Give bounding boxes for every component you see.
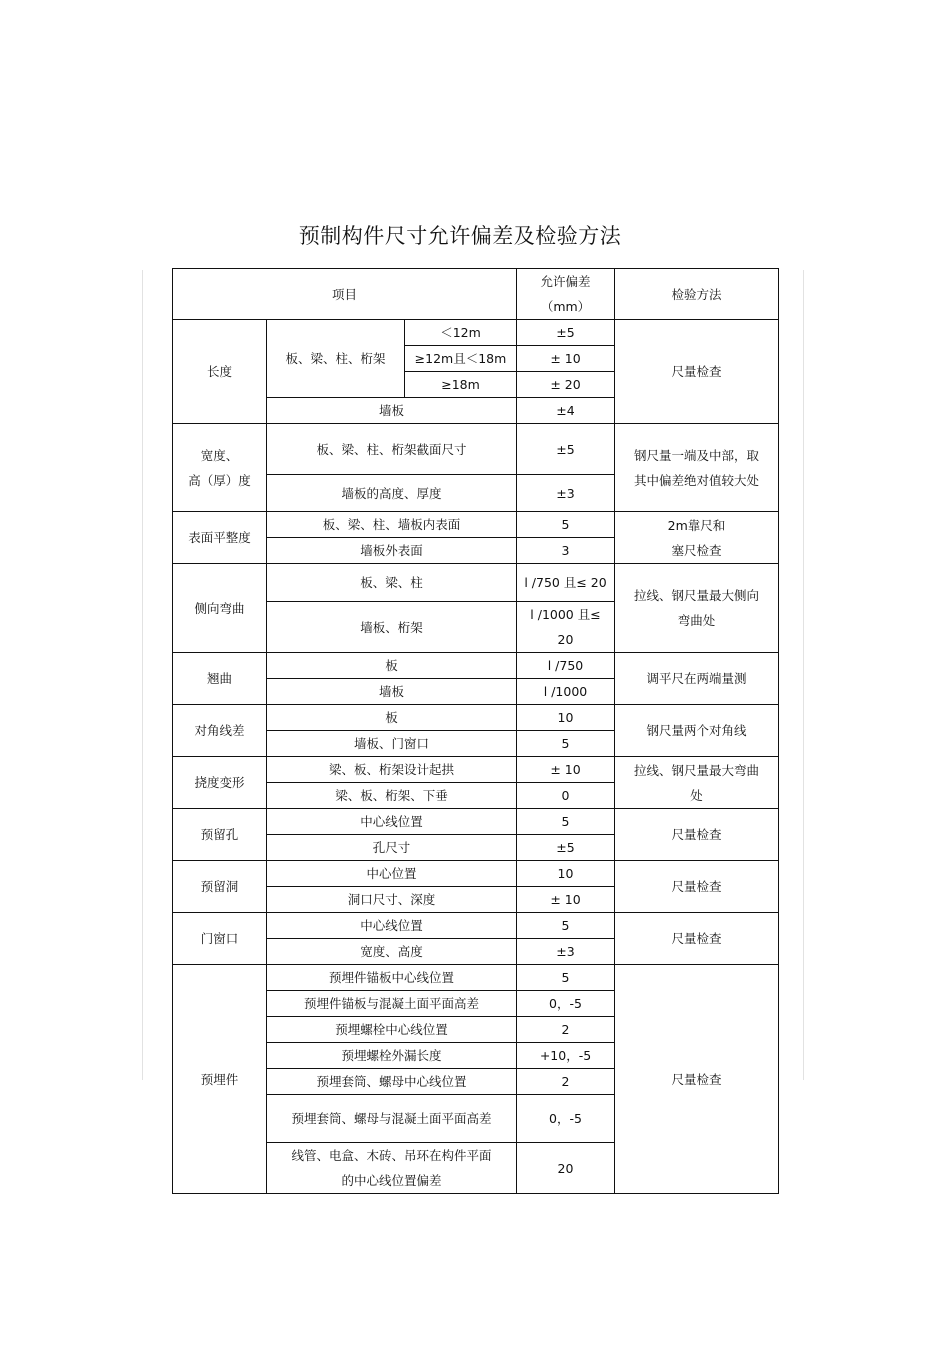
- header-method: 检验方法: [615, 269, 779, 320]
- bend-tol-1: l /750 且≤ 20: [517, 564, 615, 602]
- cat-lateral-bend: 侧向弯曲: [173, 564, 267, 653]
- header-tolerance: [517, 269, 615, 320]
- opening-tol-1: 10: [517, 861, 615, 887]
- opening-tol-2: ± 10: [517, 887, 615, 913]
- page-title: 预制构件尺寸允许偏差及检验方法: [298, 224, 622, 248]
- length-subject: 板、梁、柱、桁架: [267, 320, 405, 398]
- bend-tol-2: [517, 602, 615, 653]
- deflect-method: [615, 757, 779, 809]
- length-tol-2: ± 10: [517, 346, 615, 372]
- embed-tol-6: 0，-5: [517, 1095, 615, 1143]
- hole-method: 尺量检查: [615, 809, 779, 861]
- door-tol-1: 5: [517, 913, 615, 939]
- warp-method: 调平尺在两端量测: [615, 653, 779, 705]
- embed-item-7-line2: 的中心线位置偏差: [341, 1173, 442, 1188]
- length-method: 尺量检查: [615, 320, 779, 424]
- flat-method: [615, 512, 779, 564]
- left-margin-line: [142, 270, 143, 1080]
- bend-tol-2-line2: 20: [557, 632, 574, 647]
- length-tol-1: ±5: [517, 320, 615, 346]
- opening-method: 尺量检查: [615, 861, 779, 913]
- cat-reserved-hole: 预留孔: [173, 809, 267, 861]
- flat-method-line2: 塞尺检查: [671, 542, 722, 558]
- embed-item-7-line1: 线管、电盒、木砖、吊环在构件平面: [291, 1148, 492, 1163]
- width-item-1: 板、梁、柱、桁架截面尺寸: [267, 424, 517, 475]
- opening-item-2: 洞口尺寸、深度: [267, 887, 517, 913]
- hole-tol-1: 5: [517, 809, 615, 835]
- header-item: 项目: [173, 269, 517, 320]
- embed-tol-1: 5: [517, 965, 615, 991]
- width-item-2: 墙板的高度、厚度: [267, 475, 517, 512]
- bend-method-line2: 弯曲处: [677, 613, 716, 628]
- width-method: [615, 424, 779, 512]
- embed-item-4: 预埋螺栓外漏长度: [267, 1043, 517, 1069]
- embed-item-6: 预埋套筒、螺母与混凝土面平面高差: [267, 1095, 517, 1143]
- width-tol-1: ±5: [517, 424, 615, 475]
- deflect-item-2: 梁、板、桁架、下垂: [267, 783, 517, 809]
- cat-deflection: 挠度变形: [173, 757, 267, 809]
- warp-tol-2: l /1000: [517, 679, 615, 705]
- width-method-line2: 其中偏差绝对值较大处: [633, 472, 759, 488]
- cat-length: 长度: [173, 320, 267, 424]
- width-method-line1: 钢尺量一端及中部，取: [633, 447, 759, 463]
- length-tol-3: ± 20: [517, 372, 615, 398]
- embed-tol-2: 0，-5: [517, 991, 615, 1017]
- embed-item-7: [267, 1143, 517, 1194]
- hole-tol-2: ±5: [517, 835, 615, 861]
- length-range-1: ＜12m: [405, 320, 517, 346]
- width-tol-2: ±3: [517, 475, 615, 512]
- deflect-method-line1: 拉线、钢尺量最大弯曲: [633, 762, 759, 778]
- length-wall-item: 墙板: [267, 398, 517, 424]
- diag-tol-2: 5: [517, 731, 615, 757]
- flat-item-2: 墙板外表面: [267, 538, 517, 564]
- embed-tol-7: 20: [517, 1143, 615, 1194]
- right-margin-line: [803, 270, 804, 1080]
- bend-item-2: 墙板、桁架: [267, 602, 517, 653]
- embed-item-2: 预埋件锚板与混凝土面平面高差: [267, 991, 517, 1017]
- cat-door-window: 门窗口: [173, 913, 267, 965]
- flat-tol-2: 3: [517, 538, 615, 564]
- length-range-3: ≥18m: [405, 372, 517, 398]
- cat-width-line1: 宽度、: [200, 447, 239, 463]
- hole-item-1: 中心线位置: [267, 809, 517, 835]
- embed-item-1: 预埋件锚板中心线位置: [267, 965, 517, 991]
- diag-tol-1: 10: [517, 705, 615, 731]
- warp-tol-1: l /750: [517, 653, 615, 679]
- bend-item-1: 板、梁、柱: [267, 564, 517, 602]
- flat-tol-1: 5: [517, 512, 615, 538]
- length-range-2: ≥12m且＜18m: [405, 346, 517, 372]
- header-tolerance-unit: （mm）: [540, 299, 591, 314]
- door-tol-2: ±3: [517, 939, 615, 965]
- bend-method: [615, 564, 779, 653]
- embed-item-3: 预埋螺栓中心线位置: [267, 1017, 517, 1043]
- warp-item-1: 板: [267, 653, 517, 679]
- hole-item-2: 孔尺寸: [267, 835, 517, 861]
- cat-embedded-parts: 预埋件: [173, 965, 267, 1194]
- embed-tol-4: +10，-5: [517, 1043, 615, 1069]
- bend-tol-2-line1: l /1000 且≤: [530, 607, 601, 622]
- length-wall-tol: ±4: [517, 398, 615, 424]
- embed-tol-3: 2: [517, 1017, 615, 1043]
- tolerance-table: [172, 268, 779, 1194]
- bend-method-line1: 拉线、钢尺量最大侧向: [633, 588, 759, 603]
- door-item-2: 宽度、高度: [267, 939, 517, 965]
- diag-method: 钢尺量两个对角线: [615, 705, 779, 757]
- embed-item-5: 预埋套筒、螺母中心线位置: [267, 1069, 517, 1095]
- deflect-item-1: 梁、板、桁架设计起拱: [267, 757, 517, 783]
- flat-method-line1: 2m靠尺和: [667, 517, 726, 533]
- cat-warp: 翘曲: [173, 653, 267, 705]
- door-method: 尺量检查: [615, 913, 779, 965]
- cat-reserved-opening: 预留洞: [173, 861, 267, 913]
- flat-item-1: 板、梁、柱、墙板内表面: [267, 512, 517, 538]
- embed-method: 尺量检查: [615, 965, 779, 1194]
- header-tolerance-line1: 允许偏差: [540, 274, 591, 289]
- deflect-method-line2: 处: [690, 787, 703, 803]
- diag-item-2: 墙板、门窗口: [267, 731, 517, 757]
- cat-width-height: [173, 424, 267, 512]
- embed-tol-5: 2: [517, 1069, 615, 1095]
- cat-diagonal: 对角线差: [173, 705, 267, 757]
- warp-item-2: 墙板: [267, 679, 517, 705]
- deflect-tol-1: ± 10: [517, 757, 615, 783]
- opening-item-1: 中心位置: [267, 861, 517, 887]
- diag-item-1: 板: [267, 705, 517, 731]
- cat-flatness: 表面平整度: [173, 512, 267, 564]
- deflect-tol-2: 0: [517, 783, 615, 809]
- cat-width-line2: 高（厚）度: [188, 472, 251, 488]
- door-item-1: 中心线位置: [267, 913, 517, 939]
